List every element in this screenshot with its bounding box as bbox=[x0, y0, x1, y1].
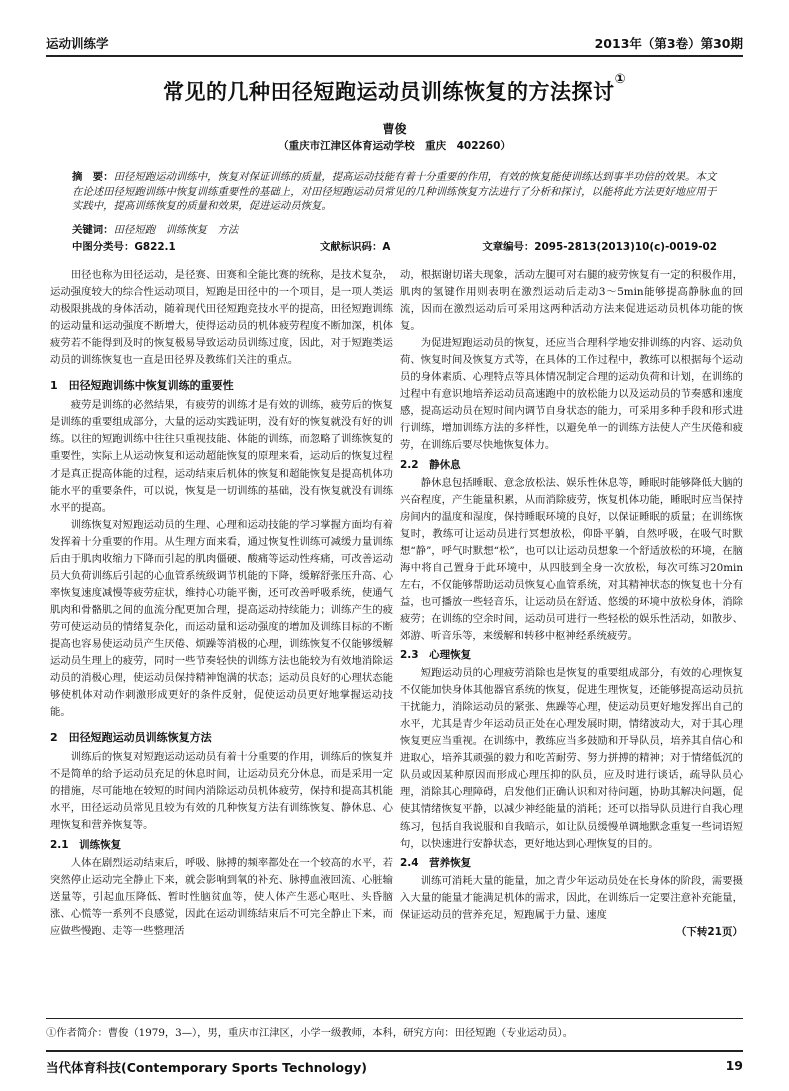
clc-number bbox=[72, 238, 176, 253]
header-rule bbox=[46, 55, 743, 57]
continued-on-note: （下转21页） bbox=[675, 925, 743, 938]
abstract-label: 摘 要： bbox=[72, 171, 114, 183]
keywords-text: 田径短跑 训练恢复 方法 bbox=[113, 224, 239, 236]
section-2-3-heading: 2.3 心理恢复 bbox=[400, 649, 472, 662]
clc-value: G822.1 bbox=[134, 241, 176, 253]
paper-title-text: 常见的几种田径短跑运动员训练恢复的方法探讨 bbox=[162, 80, 615, 104]
paper-title bbox=[0, 72, 789, 106]
section-1-heading: 1 田径短跑训练中恢复训练的重要性 bbox=[50, 379, 234, 393]
section-2-heading: 2 田径短跑运动员训练恢复方法 bbox=[50, 731, 212, 745]
author-name: 曹俊 bbox=[382, 122, 407, 136]
author-footnote: ①作者简介：曹俊（1979，3—），男，重庆市江津区，小学一级教师，本科，研究方向：田径短跑（专业运动员）。 bbox=[46, 1027, 574, 1039]
section-2-2-heading: 2.2 静休息 bbox=[400, 458, 461, 471]
footer-journal: 当代体育科技(Contemporary Sports Technology) bbox=[46, 1060, 367, 1075]
right-column bbox=[400, 267, 743, 941]
author-affiliation: （重庆市江津区体育运动学校 重庆 402260） bbox=[278, 140, 511, 152]
right-paragraph-2: 为促进短跑运动员的恢复，还应当合理科学地安排训练的内容、运动负荷、恢复时间及恢复方式等，在具体的工作过程中，教练可以根据每个运动员的身体素质、心理特点等具体情况制定合理的运动负荷和计划，在训练的过程中有意识地培养运动员高速跑中的放松能力以及运动员的节奏感和速度感，提高运动员在短时间内调节自身状态的能力，可采用多种手段和形式进行训练，增加训练方法的多样性，以避免单一的训练方法使人产生厌倦和疲劳，在训练后要尽快地恢复体力。 bbox=[400, 337, 743, 452]
footnote-rule bbox=[46, 1018, 743, 1019]
section-2-2-paragraph-1: 静休息包括睡眠、意念放松法、娱乐性休息等，睡眠时能够降低大脑的兴奋程度，产生能量积累，从而消除疲劳，恢复机体功能，睡眠时应当保持房间内的温度和湿度，保持睡眠环境的良好，以保证睡眠的质量；在训练恢复时，教练可让运动员进行冥想放松，仰卧平躺，自然呼吸，在吸气时默想“静”，呼气时默想“松”，也可以让运动员想象一个舒适放松的环境，在脑海中将自己置身于此环境中，从四肢到全身一次放松，每次可练习20min左右，不仅能够帮助运动员恢复心血管系统，对其精神状态的恢复也十分有益，也可播放一些轻音乐，让运动员在舒适、悠缓的环境中放松身体，消除疲劳；在训练的空余时间，运动员可进行一些轻松的娱乐性活动，如散步、郊游、听音乐等，来缓解和转移中枢神经系统疲劳。 bbox=[400, 476, 743, 642]
abstract-text: 田径短跑运动训练中，恢复对保证训练的质量，提高运动技能有着十分重要的作用，有效的恢复能使训练达到事半功倍的效果。本文在论述田径短跑训练中恢复训练重要性的基础上，对田径短跑运动员常见的几种训练恢复方法进行了分析和探讨，以能将此方法更好地应用于实践中，提高训练恢复的质量和效果，促进运动员恢复。 bbox=[72, 171, 717, 212]
abstract bbox=[72, 170, 717, 214]
doc-label: 文献标识码： bbox=[320, 241, 383, 253]
section-2-3-paragraph-1: 短跑运动员的心理疲劳消除也是恢复的重要组成部分，有效的心理恢复不仅能加快身体其他器官系统的恢复，促进生理恢复，还能够提高运动员抗干扰能力，消除运动员的紧张、焦躁等心理，使运动员更好地发挥出自己的水平，尤其是青少年运动员正处在心理发展时期，情绪波动大，对于其心理恢复更应当重视。在训练中，教练应当多鼓励和开导队员，培养其自信心和进取心，培养其顽强的毅力和吃苦耐劳、努力拼搏的精神；对于情绪低沉的队员或因某种原因而形成心理压抑的队员，应及时进行谈话，疏导队员心理，消除其心理障碍，启发他们正确认识和对待问题，协助其解决问题，促使其情绪恢复平静，以减少神经能量的消耗；还可以指导队员进行自我心理练习，包括自我说服和自我暗示，如让队员缓慢单调地默念重复一些词语短句，以快速进行安静状态，更好地达到心理恢复的目的。 bbox=[400, 667, 743, 850]
journal-section-label: 运动训练学 bbox=[46, 36, 109, 51]
left-column bbox=[50, 267, 393, 940]
section-2-1-paragraph-1: 人体在剧烈运动结束后，呼吸、脉搏的频率都处在一个较高的水平，若突然停止运动完全静止下来，就会影响到氧的补充、脉搏血液回流、心脏输送量等，引起血压降低、暂时性脑贫血等，使人体产生恶心呕吐、头昏脑涨、心慌等一系列不良感觉，因此在运动训练结束后不可完全静止下来，而应做些慢跑、走等一些整理活 bbox=[50, 856, 393, 937]
section-1-paragraph-1: 疲劳是训练的必然结果，有疲劳的训练才是有效的训练，疲劳后的恢复是训练的重要组成部分，大量的运动实践证明，没有好的恢复就没有好的训练。以往的短跑训练中往往只重视技能、体能的训练，而忽略了训练恢复的重要性，实际上从运动恢复和运动超能恢复的原理来看，运动后的恢复过程才是真正提高体能的过程，运动结束后机体的恢复和超能恢复是提高机体功能水平的重要条件，可以说，恢复是一切训练的基础，没有恢复就没有训练水平的提高。 bbox=[50, 399, 393, 514]
keywords-label: 关键词： bbox=[72, 224, 114, 236]
section-2-4-heading: 2.4 营养恢复 bbox=[400, 856, 472, 869]
keywords bbox=[72, 221, 717, 236]
issue-label: 2013年（第3卷）第30期 bbox=[594, 36, 743, 51]
clc-label: 中图分类号： bbox=[72, 241, 135, 253]
footer-rule bbox=[46, 1050, 743, 1052]
article-value: 2095-2813(2013)10(c)-0019-02 bbox=[534, 241, 717, 253]
article-label: 文章编号： bbox=[482, 241, 535, 253]
doc-value: A bbox=[382, 241, 391, 253]
doc-code bbox=[320, 238, 390, 253]
section-1-paragraph-2: 训练恢复对短跑运动员的生理、心理和运动技能的学习掌握方面均有着发挥着十分重要的作用。从生理方面来看，通过恢复性训练可减缓力量训练后由于肌肉收缩力下降而引起的肌肉僵硬、酸痛等运动性疼痛，可改善运动员大负荷训练后引起的心血管系统级调节机能的下降，缓解舒张压升高、心率恢复速度减慢等疲劳症状，维持心功能平衡，还可改善呼吸系统，使通气肌肉和骨骼肌之间的血流分配更加合理，提高运动持续能力；训练产生的疲劳可使运动员的情绪复杂化，而运动量和运动强度的增加及训练目标的不断提高也容易使运动员产生厌倦、烦躁等消极的心理，训练恢复不仅能够缓解运动员生理上的疲劳，同时一些节奏轻快的训练方法也能较为有效地消除运动员的消极心理，使运动员保持精神饱满的状态；运动员良好的心理状态能够使机体对动作刺激形成更好的条件反射，促使运动员更好地掌握运动技能。 bbox=[50, 518, 393, 719]
intro-paragraph: 田径也称为田径运动，是径赛、田赛和全能比赛的统称，是技术复杂，运动强度较大的综合性运动项目，短跑是田径中的一个项目，是一项人类运动极限挑战的身体活动，随着现代田径短跑竞技水平的提高，田径短跑训练的运动量和运动强度不断增大，使得运动员的机体疲劳程度不断加深，机体疲劳若不能得到及时的恢复极易导致运动员训练过度，因此，对于短跑类运动员的训练恢复也一直是田径界及教练们关注的重点。 bbox=[50, 269, 393, 367]
continued-paragraph: 动，根据谢切诺夫现象，活动左腿可对右腿的疲劳恢复有一定的积极作用，肌肉的氢键作用则表明在激烈运动后走动3～5min能够提高静脉血的回流，因而在激烈运动后可采用这两种活动方法来促进运动员机体功能的恢复。 bbox=[400, 269, 743, 333]
section-2-1-heading: 2.1 训练恢复 bbox=[50, 838, 122, 851]
section-2-4-paragraph-1: 训练可消耗大量的能量，加之青少年运动员处在长身体的阶段，需要摄入大量的能量才能满足机体的需求，因此，在训练后一定要注意补充能量，保证运动员的营养充足，短跑属于力量、速度 bbox=[400, 874, 743, 921]
section-2-paragraph-1: 训练后的恢复对短跑运动运动员有着十分重要的作用，训练后的恢复并不是简单的给予运动员充足的休息时间，让运动员充分休息，而是采用一定的措施，尽可能地在较短的时间内消除运动员机体疲劳，保持和提高其机能水平，田径运动员常见且较为有效的几种恢复方法有训练恢复、静休息、心理恢复和营养恢复等。 bbox=[50, 751, 393, 832]
page-number: 19 bbox=[725, 1058, 743, 1073]
title-note-mark: ① bbox=[614, 72, 626, 87]
article-number bbox=[482, 238, 717, 253]
